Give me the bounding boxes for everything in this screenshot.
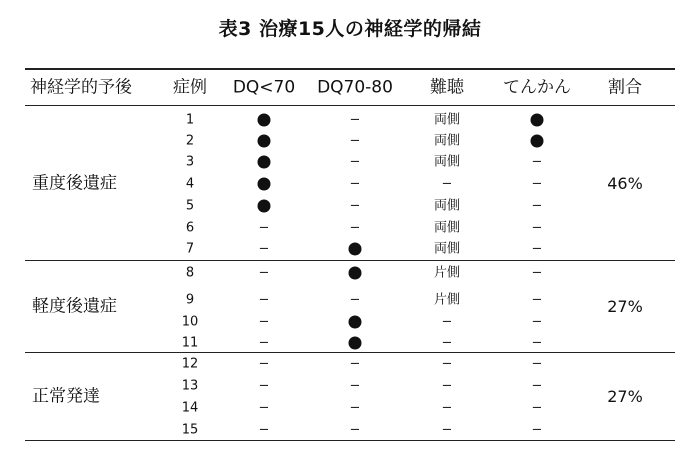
dash-dq70: − xyxy=(258,314,270,330)
group-divider-2 xyxy=(25,352,675,353)
dash-epilepsy: − xyxy=(531,154,543,170)
case-number: 15 xyxy=(181,422,199,438)
dash-hearing: − xyxy=(441,378,453,394)
dash-epilepsy: − xyxy=(531,378,543,394)
dash-dq7080: − xyxy=(349,400,361,416)
value-hearing: 両側 xyxy=(433,154,461,170)
case-number: 11 xyxy=(181,335,199,351)
dash-dq70: − xyxy=(258,292,270,308)
dash-dq7080: − xyxy=(349,422,361,438)
filled-dot-dq70 xyxy=(258,114,271,127)
case-number: 6 xyxy=(185,220,195,236)
dash-hearing: − xyxy=(441,400,453,416)
header-rule xyxy=(25,105,675,106)
dash-epilepsy: − xyxy=(531,265,543,281)
dash-hearing: − xyxy=(441,356,453,372)
dash-epilepsy: − xyxy=(531,198,543,214)
value-hearing: 両側 xyxy=(433,133,461,149)
filled-dot-dq70 xyxy=(258,135,271,148)
value-hearing: 両側 xyxy=(433,241,461,257)
case-number: 13 xyxy=(181,378,199,394)
group-ratio: 46% xyxy=(607,174,643,193)
filled-dot-dq70 xyxy=(258,200,271,213)
dash-dq7080: − xyxy=(349,220,361,236)
filled-dot-dq7080 xyxy=(349,337,362,350)
header-6: 割合 xyxy=(608,77,642,98)
dash-epilepsy: − xyxy=(531,176,543,192)
dash-dq7080: − xyxy=(349,133,361,149)
group-ratio: 27% xyxy=(607,387,643,406)
case-number: 10 xyxy=(181,314,199,330)
group-label: 正常発達 xyxy=(32,386,100,407)
bottom-rule xyxy=(25,440,675,441)
dash-dq70: − xyxy=(258,378,270,394)
dash-epilepsy: − xyxy=(531,241,543,257)
dash-hearing: − xyxy=(441,422,453,438)
group-label: 軽度後遺症 xyxy=(32,296,117,317)
dash-dq70: − xyxy=(258,265,270,281)
header-5: てんかん xyxy=(503,77,571,98)
header-3: DQ70-80 xyxy=(317,77,393,98)
dash-dq7080: − xyxy=(349,198,361,214)
dash-dq70: − xyxy=(258,220,270,236)
value-hearing: 両側 xyxy=(433,112,461,128)
header-1: 症例 xyxy=(173,77,207,98)
case-number: 7 xyxy=(185,241,195,257)
value-hearing: 片側 xyxy=(433,292,461,308)
case-number: 9 xyxy=(185,292,195,308)
dash-epilepsy: − xyxy=(531,422,543,438)
dash-hearing: − xyxy=(441,314,453,330)
case-number: 12 xyxy=(181,356,199,372)
case-number: 4 xyxy=(185,176,195,192)
group-label: 重度後遺症 xyxy=(32,173,117,194)
group-ratio: 27% xyxy=(607,297,643,316)
dash-epilepsy: − xyxy=(531,335,543,351)
filled-dot-dq7080 xyxy=(349,267,362,280)
table-title: 表3 治療15人の神経学的帰結 xyxy=(218,18,482,40)
value-hearing: 両側 xyxy=(433,198,461,214)
filled-dot-epilepsy xyxy=(531,114,544,127)
case-number: 8 xyxy=(185,265,195,281)
header-4: 難聴 xyxy=(430,77,464,98)
dash-epilepsy: − xyxy=(531,292,543,308)
dash-dq7080: − xyxy=(349,112,361,128)
filled-dot-dq70 xyxy=(258,156,271,169)
dash-dq7080: − xyxy=(349,154,361,170)
dash-dq7080: − xyxy=(349,356,361,372)
group-divider-1 xyxy=(25,260,675,261)
case-number: 14 xyxy=(181,400,199,416)
filled-dot-dq7080 xyxy=(349,243,362,256)
header-prognosis: 神経学的予後 xyxy=(30,77,132,98)
dash-dq70: − xyxy=(258,422,270,438)
case-number: 5 xyxy=(185,198,195,214)
value-hearing: 両側 xyxy=(433,220,461,236)
dash-dq70: − xyxy=(258,241,270,257)
dash-hearing: − xyxy=(441,335,453,351)
dash-epilepsy: − xyxy=(531,220,543,236)
top-rule xyxy=(25,68,675,70)
dash-hearing: − xyxy=(441,176,453,192)
dash-epilepsy: − xyxy=(531,356,543,372)
case-number: 1 xyxy=(185,112,195,128)
dash-epilepsy: − xyxy=(531,314,543,330)
dash-dq70: − xyxy=(258,400,270,416)
filled-dot-epilepsy xyxy=(531,135,544,148)
dash-dq7080: − xyxy=(349,176,361,192)
dash-dq7080: − xyxy=(349,292,361,308)
case-number: 2 xyxy=(185,133,195,149)
dash-dq7080: − xyxy=(349,378,361,394)
dash-epilepsy: − xyxy=(531,400,543,416)
filled-dot-dq70 xyxy=(258,178,271,191)
header-2: DQ<70 xyxy=(232,77,296,98)
filled-dot-dq7080 xyxy=(349,316,362,329)
dash-dq70: − xyxy=(258,335,270,351)
dash-dq70: − xyxy=(258,356,270,372)
value-hearing: 片側 xyxy=(433,265,461,281)
case-number: 3 xyxy=(185,154,195,170)
